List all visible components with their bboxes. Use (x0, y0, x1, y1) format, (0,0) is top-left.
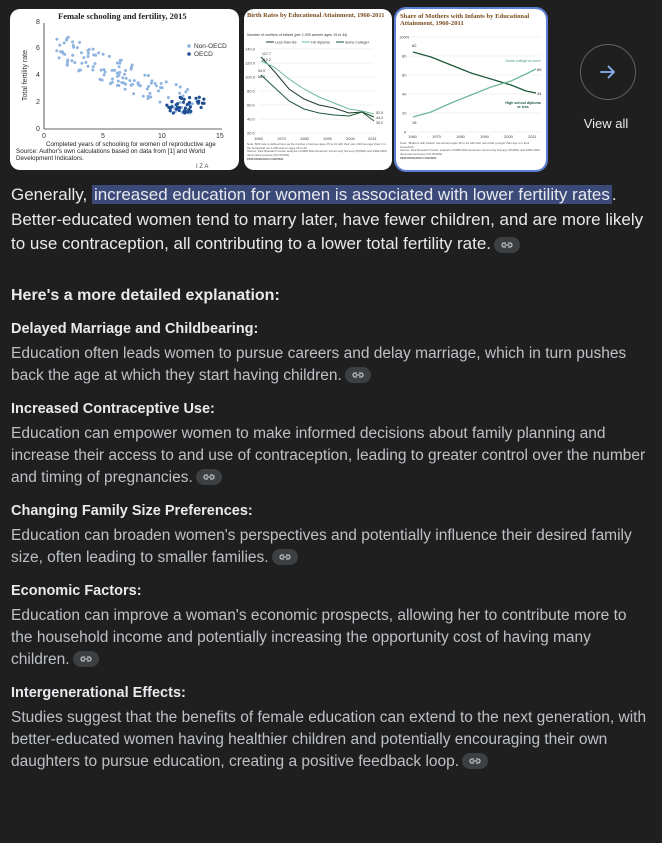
line-chart-birth-rates (244, 9, 392, 170)
section-body: Education can broaden women's perspectives and potentially influence their desired family size, often leading to smaller families. (11, 526, 632, 566)
source-link-chip[interactable] (272, 549, 298, 565)
link-icon (203, 473, 215, 481)
end-value: 66 (537, 67, 542, 72)
section-text (11, 605, 651, 671)
thumbnail-share-of-mothers[interactable] (396, 9, 546, 170)
end-value: 39.2 (376, 121, 383, 125)
chart-title: Female schooling and fertility, 2015 (58, 11, 187, 21)
y-tick: 60.0 (247, 102, 255, 108)
chart-subtitle: Number of mothers of infants (per 1,000 women ages 15 to 44) (247, 33, 348, 37)
x-tick: 1990 (480, 134, 489, 139)
section-title: Changing Family Size Preferences: (11, 502, 253, 519)
source-link-chip[interactable] (196, 469, 222, 485)
x-tick: 5 (101, 133, 105, 140)
chart-note: Note: "Mothers with infants" are women ages 15 to 44 with their own child younger than age 1 in their household. (400, 142, 530, 149)
section-body: Studies suggest that the benefits of female education can extend to the next generation, with better-educated women having healthier children and potentially encouraging their own daughters to pursue education, creating a positive feedback loop. (11, 708, 647, 770)
x-tick: 0 (42, 133, 46, 140)
y-tick: 40 (402, 91, 407, 97)
y-tick: 20.0 (247, 130, 255, 136)
y-tick: 40.0 (247, 116, 255, 122)
thumbnail-schooling-fertility[interactable] (10, 9, 239, 170)
section-title: Intergenerational Effects: (11, 684, 186, 701)
section-delayed-marriage (11, 321, 651, 387)
ai-answer (11, 183, 651, 787)
x-tick: 1970 (277, 136, 286, 141)
arrow-right-icon (599, 63, 617, 81)
start-value: 127.7 (262, 52, 271, 56)
y-tick: 100.0 (245, 74, 256, 80)
line-chart-share-of-mothers (396, 9, 546, 170)
chart-source: Source: Pew Research Center analysis of 2008-2011 American Community Surveys (IPUMS) and 1960-2000 decennial censuses (1% IPUMS) (400, 148, 540, 156)
x-tick: 2011 (528, 134, 537, 139)
brand-logo: I Z A (196, 164, 209, 170)
legend-non-oecd: Non-OECD (194, 43, 227, 50)
source-link-chip[interactable] (345, 367, 371, 383)
y-tick: 4 (36, 72, 40, 79)
y-tick: 0 (36, 126, 40, 133)
view-all-button[interactable] (580, 44, 636, 100)
y-tick: 80 (402, 53, 407, 59)
start-value: 110.2 (262, 58, 271, 62)
section-text (11, 423, 651, 489)
section-body: Education can improve a woman's economic prospects, allowing her to contribute more to the household income and potentially increasing the opportunity cost of having many children. (11, 606, 627, 668)
section-title: Increased Contraceptive Use: (11, 400, 215, 417)
y-tick: 80.0 (247, 88, 255, 94)
x-tick: 1980 (300, 136, 309, 141)
highlighted-claim[interactable]: increased education for women is associated with lower fertility rates (93, 185, 610, 204)
start-value: 86.9 (258, 75, 265, 79)
x-axis-label: Completed years of schooling for women of reproductive age (46, 141, 216, 148)
y-tick: 0 (404, 129, 407, 135)
y-tick: 100% (399, 34, 410, 40)
x-tick: 2000 (346, 136, 355, 141)
section-text (11, 525, 651, 569)
link-icon (352, 371, 364, 379)
legend-some-college: Some College+ (345, 40, 370, 45)
y-tick: 6 (36, 45, 40, 52)
x-tick: 1960 (254, 136, 263, 141)
chart-title: Share of Mothers with Infants by Educational Attainment, 1960-2011 (400, 13, 530, 28)
y-tick: 8 (36, 19, 40, 26)
end-value: 44.2 (376, 116, 383, 120)
source-link-chip[interactable] (494, 237, 520, 253)
link-icon (279, 553, 291, 561)
y-tick: 140.0 (245, 46, 256, 52)
link-icon (469, 757, 481, 765)
brand-logo: PEW RESEARCH CENTER (247, 157, 284, 162)
y-tick: 120.0 (245, 60, 256, 66)
y-axis-label: Total fertility rate (22, 50, 29, 101)
section-family-size (11, 503, 651, 569)
brand-logo: PEW RESEARCH CENTER (400, 156, 437, 161)
x-tick: 1990 (323, 136, 332, 141)
start-value: 94.9 (258, 69, 265, 73)
x-tick: 2011 (368, 136, 377, 141)
section-economic-factors (11, 583, 651, 671)
section-text (11, 707, 651, 773)
x-tick: 1960 (408, 134, 417, 139)
view-all-link[interactable]: View all (583, 116, 629, 131)
y-tick: 20 (402, 110, 407, 116)
series-label-some-college: Some college or more (505, 59, 541, 63)
chart-source: Source: Author's own calculations based on data from [1] and World Development Indicators. (16, 148, 206, 163)
x-tick: 1980 (456, 134, 465, 139)
start-value: 82 (412, 43, 417, 48)
end-value: 34 (537, 91, 542, 96)
y-tick: 2 (36, 99, 40, 106)
lead-start: Generally, (11, 185, 92, 204)
view-all (580, 44, 638, 131)
legend-hs-diploma: HS diploma (311, 40, 330, 45)
link-icon (501, 241, 513, 249)
source-link-chip[interactable] (73, 651, 99, 667)
legend-less-than-hs: Less than HS (275, 40, 297, 45)
x-tick: 2000 (504, 134, 513, 139)
x-tick: 10 (158, 133, 166, 140)
chart-note: Note: Birth rate is defined here as the number of women ages 15 to 44 with their own child younger than 1 in the household per 1,000 women ages 15 to 44 (247, 143, 386, 150)
scatter-chart (10, 9, 239, 170)
x-tick: 1970 (432, 134, 441, 139)
answer-lead (11, 183, 651, 257)
image-carousel (10, 9, 546, 170)
chart-title: Birth Rates by Educational Attainment, 1960-2011 (247, 12, 385, 19)
section-body: Education often leads women to pursue careers and delay marriage, which in turn pushes back the age at which they start having children. (11, 344, 627, 384)
x-tick: 15 (216, 133, 224, 140)
end-value: 52.5 (376, 111, 383, 115)
source-link-chip[interactable] (462, 753, 488, 769)
explanation-heading: Here's a more detailed explanation: (11, 286, 280, 304)
section-text (11, 343, 651, 387)
section-title: Delayed Marriage and Childbearing: (11, 320, 259, 337)
chart-source: Source: Pew Research Center analysis of 2008-2011 American Community Surveys (IPUMS) and 1960-2000 decennial censuses (1% IPUMS) (247, 149, 387, 157)
section-intergenerational (11, 685, 651, 773)
legend-oecd: OECD (194, 51, 213, 58)
link-icon (80, 655, 92, 663)
y-tick: 60 (402, 72, 407, 78)
start-value: 18 (412, 120, 417, 125)
series-label-high-school: High school diploma or less (505, 101, 541, 109)
lead-rest: . Better-educated women tend to marry later, have fewer children, and are more likely to use contraception, all contributing to a lower total fertility rate. (11, 185, 644, 253)
thumbnail-birth-rates[interactable] (244, 9, 392, 170)
section-title: Economic Factors: (11, 582, 142, 599)
section-body: Education can empower women to make informed decisions about family planning and increase their access to and use of contraception, leading to greater control over the number and timing of pregnancies. (11, 424, 646, 486)
section-contraceptive-use (11, 401, 651, 489)
